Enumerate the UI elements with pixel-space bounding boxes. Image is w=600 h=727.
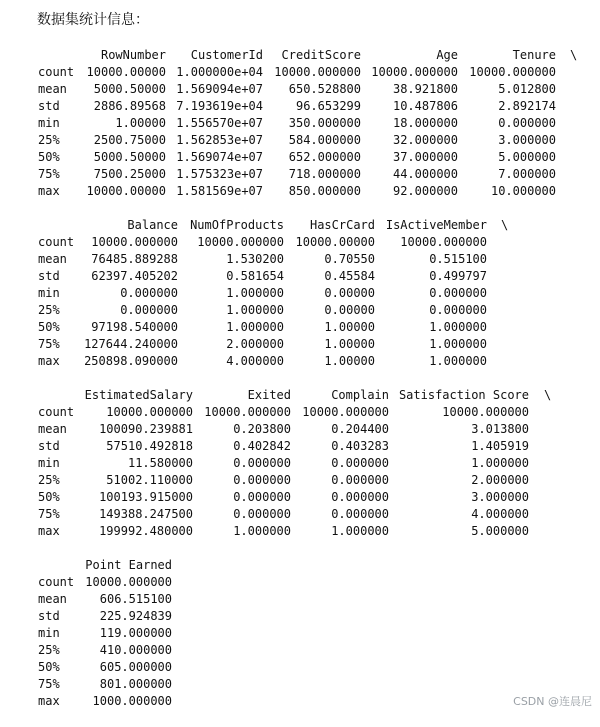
row-label: 25% — [38, 643, 60, 657]
table-cell: 1.00000 — [324, 354, 375, 368]
row-label: mean — [38, 422, 67, 436]
table-cell: 1.569074e+07 — [176, 150, 263, 164]
table-cell: 7500.25000 — [93, 167, 166, 181]
table-cell: 97198.540000 — [91, 320, 178, 334]
table-cell: 10000.00000 — [86, 184, 166, 198]
table-cell: 225.924839 — [99, 609, 172, 623]
table-cell: 10000.000000 — [197, 235, 284, 249]
table-cell: 0.000000 — [331, 456, 389, 470]
table-cell: 652.000000 — [288, 150, 361, 164]
page-title: 数据集统计信息： — [37, 12, 149, 28]
table-cell: 4.000000 — [226, 354, 284, 368]
table-cell: 11.580000 — [127, 456, 193, 470]
row-label: 25% — [38, 473, 60, 487]
table-cell: 76485.889288 — [91, 252, 178, 266]
table-cell: 1.000000 — [429, 354, 487, 368]
table-cell: 18.000000 — [392, 116, 458, 130]
table-cell: 0.000000 — [120, 303, 178, 317]
column-header-exited: Exited — [247, 388, 291, 402]
table-cell: 10000.000000 — [85, 575, 172, 589]
table-cell: 10000.000000 — [274, 65, 361, 79]
table-cell: 119.000000 — [99, 626, 172, 640]
row-label: 50% — [38, 150, 60, 164]
row-label: max — [38, 354, 60, 368]
row-label: 75% — [38, 337, 60, 351]
column-header-rownumber: RowNumber — [100, 48, 166, 62]
table-cell: 1.00000 — [324, 337, 375, 351]
table-cell: 0.515100 — [429, 252, 487, 266]
table-cell: 1.000000 — [331, 524, 389, 538]
table-cell: 38.921800 — [392, 82, 458, 96]
continuation-mark: \ — [570, 48, 578, 62]
row-label: min — [38, 626, 60, 640]
table-cell: 10000.00000 — [295, 235, 375, 249]
table-cell: 44.000000 — [392, 167, 458, 181]
table-cell: 10000.000000 — [204, 405, 291, 419]
row-label: std — [38, 269, 60, 283]
table-cell: 605.000000 — [99, 660, 172, 674]
table-cell: 2500.75000 — [93, 133, 166, 147]
table-cell: 10.487806 — [392, 99, 458, 113]
row-label: count — [38, 405, 75, 419]
table-cell: 100090.239881 — [99, 422, 193, 436]
table-cell: 5.000000 — [471, 524, 529, 538]
table-cell: 2.000000 — [226, 337, 284, 351]
table-cell: 37.000000 — [392, 150, 458, 164]
column-header-isactivemember: IsActiveMember — [385, 218, 487, 232]
table-cell: 718.000000 — [288, 167, 361, 181]
table-cell: 0.203800 — [233, 422, 291, 436]
continuation-mark: \ — [501, 218, 509, 232]
row-label: std — [38, 609, 60, 623]
table-cell: 100193.915000 — [99, 490, 193, 504]
table-cell: 650.528800 — [288, 82, 361, 96]
row-label: count — [38, 65, 75, 79]
table-cell: 10000.000000 — [469, 65, 556, 79]
column-header-hascrcard: HasCrCard — [309, 218, 375, 232]
column-header-tenure: Tenure — [512, 48, 556, 62]
row-label: 50% — [38, 490, 60, 504]
table-cell: 2886.89568 — [93, 99, 166, 113]
table-cell: 1.581569e+07 — [176, 184, 263, 198]
row-label: 50% — [38, 320, 60, 334]
column-header-customerid: CustomerId — [190, 48, 263, 62]
table-cell: 250898.090000 — [84, 354, 178, 368]
row-label: std — [38, 439, 60, 453]
watermark: CSDN @连晨尼 — [513, 695, 592, 708]
column-header-balance: Balance — [127, 218, 178, 232]
table-cell: 3.000000 — [471, 490, 529, 504]
table-cell: 801.000000 — [99, 677, 172, 691]
row-label: 25% — [38, 303, 60, 317]
table-cell: 0.000000 — [331, 507, 389, 521]
row-label: 25% — [38, 133, 60, 147]
table-cell: 1.405919 — [471, 439, 529, 453]
row-label: count — [38, 575, 75, 589]
column-header-complain: Complain — [331, 388, 389, 402]
row-label: 75% — [38, 167, 60, 181]
table-cell: 0.581654 — [226, 269, 284, 283]
table-cell: 3.013800 — [471, 422, 529, 436]
row-label: max — [38, 524, 60, 538]
table-cell: 10000.000000 — [371, 65, 458, 79]
table-cell: 92.000000 — [392, 184, 458, 198]
table-cell: 0.70550 — [324, 252, 375, 266]
table-cell: 5000.50000 — [93, 150, 166, 164]
table-cell: 199992.480000 — [99, 524, 193, 538]
table-cell: 1.00000 — [324, 320, 375, 334]
table-cell: 0.000000 — [429, 303, 487, 317]
table-cell: 0.204400 — [331, 422, 389, 436]
table-cell: 10000.000000 — [302, 405, 389, 419]
table-cell: 5.012800 — [498, 82, 556, 96]
table-cell: 0.499797 — [429, 269, 487, 283]
table-cell: 584.000000 — [288, 133, 361, 147]
row-label: min — [38, 456, 60, 470]
continuation-mark: \ — [544, 388, 552, 402]
table-cell: 0.000000 — [331, 490, 389, 504]
table-cell: 0.000000 — [120, 286, 178, 300]
table-cell: 410.000000 — [99, 643, 172, 657]
table-cell: 606.515100 — [99, 592, 172, 606]
table-cell: 1.000000 — [226, 303, 284, 317]
table-cell: 51002.110000 — [106, 473, 193, 487]
table-cell: 0.45584 — [324, 269, 375, 283]
table-cell: 5.000000 — [498, 150, 556, 164]
column-header-creditscore: CreditScore — [281, 48, 361, 62]
row-label: std — [38, 99, 60, 113]
table-cell: 1.000000 — [233, 524, 291, 538]
table-cell: 0.000000 — [233, 490, 291, 504]
table-cell: 10000.000000 — [442, 405, 529, 419]
column-header-satisfaction-score: Satisfaction Score — [398, 388, 529, 402]
table-cell: 10000.00000 — [86, 65, 166, 79]
table-cell: 7.000000 — [498, 167, 556, 181]
row-label: 75% — [38, 507, 60, 521]
table-cell: 1.562853e+07 — [176, 133, 263, 147]
table-cell: 1.000000 — [226, 320, 284, 334]
table-cell: 10000.000000 — [400, 235, 487, 249]
table-cell: 1000.000000 — [92, 694, 172, 708]
table-cell: 1.000000 — [429, 337, 487, 351]
table-cell: 0.403283 — [331, 439, 389, 453]
column-header-point-earned: Point Earned — [85, 558, 172, 572]
table-cell: 62397.405202 — [91, 269, 178, 283]
table-cell: 1.000000 — [226, 286, 284, 300]
column-header-age: Age — [436, 48, 458, 62]
row-label: mean — [38, 82, 67, 96]
row-label: min — [38, 286, 60, 300]
row-label: count — [38, 235, 75, 249]
table-cell: 1.00000 — [115, 116, 166, 130]
table-cell: 1.530200 — [226, 252, 284, 266]
table-cell: 3.000000 — [498, 133, 556, 147]
table-cell: 127644.240000 — [84, 337, 178, 351]
table-cell: 1.556570e+07 — [176, 116, 263, 130]
table-cell: 10000.000000 — [91, 235, 178, 249]
row-label: max — [38, 184, 60, 198]
table-cell: 4.000000 — [471, 507, 529, 521]
table-cell: 7.193619e+04 — [176, 99, 263, 113]
table-cell: 0.00000 — [324, 286, 375, 300]
row-label: 50% — [38, 660, 60, 674]
table-cell: 1.575323e+07 — [176, 167, 263, 181]
column-header-numofproducts: NumOfProducts — [190, 218, 284, 232]
table-cell: 5000.50000 — [93, 82, 166, 96]
table-cell: 0.402842 — [233, 439, 291, 453]
row-label: 75% — [38, 677, 60, 691]
table-cell: 0.000000 — [233, 473, 291, 487]
table-cell: 0.000000 — [498, 116, 556, 130]
table-cell: 149388.247500 — [99, 507, 193, 521]
table-cell: 0.000000 — [233, 456, 291, 470]
table-cell: 57510.492818 — [106, 439, 193, 453]
table-cell: 350.000000 — [288, 116, 361, 130]
table-cell: 2.892174 — [498, 99, 556, 113]
table-cell: 850.000000 — [288, 184, 361, 198]
table-cell: 0.00000 — [324, 303, 375, 317]
table-cell: 32.000000 — [392, 133, 458, 147]
table-cell: 0.000000 — [429, 286, 487, 300]
row-label: min — [38, 116, 60, 130]
row-label: max — [38, 694, 60, 708]
table-cell: 0.000000 — [331, 473, 389, 487]
row-label: mean — [38, 252, 67, 266]
column-header-estimatedsalary: EstimatedSalary — [84, 388, 193, 402]
row-label: mean — [38, 592, 67, 606]
table-cell: 96.653299 — [295, 99, 361, 113]
table-cell: 1.000000 — [471, 456, 529, 470]
table-cell: 10.000000 — [490, 184, 556, 198]
table-cell: 0.000000 — [233, 507, 291, 521]
table-cell: 1.000000e+04 — [176, 65, 263, 79]
table-cell: 1.569094e+07 — [176, 82, 263, 96]
table-cell: 10000.000000 — [106, 405, 193, 419]
table-cell: 2.000000 — [471, 473, 529, 487]
table-cell: 1.000000 — [429, 320, 487, 334]
